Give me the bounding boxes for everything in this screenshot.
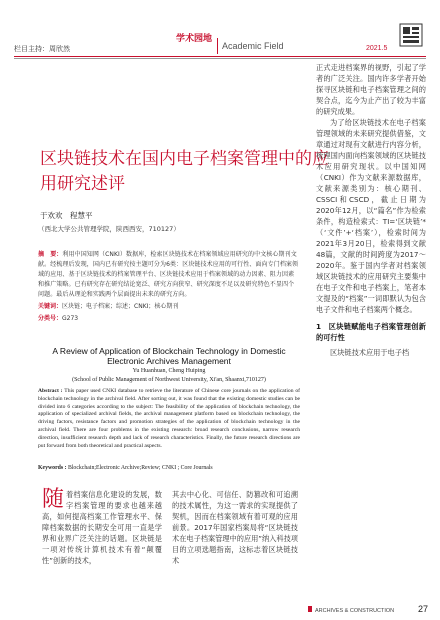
journal-logo-icon — [398, 22, 424, 48]
classification — [38, 314, 300, 324]
body-paragraph: 区块链技术应用于电子档 — [330, 348, 410, 357]
body-column-left — [42, 489, 162, 566]
body-column-middle — [172, 489, 298, 566]
body-paragraph: 正式走进档案界的视野，引起了学者的广泛关注。国内许多学者开始探寻区块链和电子档案管理之间的契合点，迄今为止产出了较为丰富的研究成果。 — [316, 63, 426, 116]
keywords-en — [38, 465, 300, 471]
header-rule — [14, 56, 426, 57]
journal-name: ARCHIVES & CONSTRUCTION — [315, 608, 395, 614]
body-text-left: 着档案信息化建设的发展，数字档案管理的要求也越来越高，如何提高档案工作管理水平、保障档案数据的长期安全可用一直是学界和业界广泛关注的话题。区块链是一项对传统计算机技术有着“颠覆性”创新的技术， — [42, 490, 162, 565]
section-brand: 学术园地 — [176, 34, 213, 44]
section-heading: 1 区块链赋能电子档案管理创新的可行性 — [316, 322, 426, 342]
article-affiliation: （西北大学公共管理学院，陕西西安，710127） — [38, 225, 180, 233]
classification-code: G273 — [62, 315, 79, 322]
keywords-cn-label: 关键词： — [38, 303, 63, 310]
section-field-en: Academic Field — [222, 41, 284, 51]
classification-label: 分类号： — [38, 315, 63, 322]
keywords-en-label: Keywords : — [38, 465, 67, 471]
column-editor: 栏目主持：周欣然 — [14, 45, 70, 53]
header-rule-thin — [14, 58, 426, 59]
abstract-en-label: Abstract : — [38, 388, 63, 394]
body-paragraph: 为了给区块链技术在电子档案管理领域的未来研究提供借鉴，文章通过对现有文献进行内容分析，梳理国内面向档案领域的区块链技术应用研究现状。以中国知网（CNKI）作为文献来源数据库，文献来源类别为：核心期刊、CSSCI和CSCD，截止日期为2020年12月，以“篇名”作为检索条件，构造检索式：TI=‘区块链’*（‘文件’+‘档案’），检索时间为2021年3月20日，检索得到文献48篇，文献的时间跨度为2017～2020年。鉴于国内学者对档案领域区块链技术的应用研究主要集中在电子文件和电子档案上，笔者本文提及的“档案”一词即默认为包含电子文件和电子档案两个概念。 — [316, 118, 426, 314]
abstract-cn-label: 摘 要： — [38, 251, 63, 258]
abstract-cn — [38, 250, 300, 300]
abstract-cn-text: 利用中国知网（CNKI）数据库，检索区块链技术在档案领域应用研究的中文核心期刊文献。经梳理后发现，国内已有研究按主题可分为6类：区块链技术应用的可行性、面向专门档案领域的应用、基于区块链技术的档案管理平台、区块链技术应用于档案领域的动力因素、阻力因素和推广策略。已有研究存在研究结论宽泛、研究方向狭窄、研究深度不足以及研究特色不显四个问题。最后从理论和实践两个层面提出未来的研究方向。 — [38, 251, 299, 298]
abstract-cn-block — [38, 250, 300, 324]
title-en: A Review of Application of Blockchain Technology in Domestic Electronic Archives Management — [52, 346, 286, 366]
article-title: 区块链技术在国内电子档案管理中的应用研究述评 — [40, 149, 329, 194]
page-number: 27 — [418, 604, 429, 614]
issue-date: 2021.5 — [366, 45, 388, 52]
article-authors: 于欢欢 程慧平 — [40, 211, 93, 220]
body-text-middle: 其去中心化、可信任、防篡改和可追溯的技术属性，为这一需求的实现提供了契机，因而在档案领域有着可观的应用前景。2017年国家档案局将“区块链技术在电子档案管理中的应用”纳入科技项目的立项选题指南，这标志着区块链技术 — [172, 490, 298, 565]
authors-en: Yu Huanhuan, Cheng Huiping — [132, 368, 206, 374]
keywords-cn-text: 区块链；电子档案；综述；CNKI；核心期刊 — [62, 303, 179, 310]
abstract-en — [38, 388, 300, 450]
keywords-en-text: Blockchain;Electronic Archive;Review; CNKI ; Core Journals — [67, 465, 213, 471]
drop-cap: 随 — [42, 487, 65, 512]
abstract-en-text: This paper used CNKI database to retrieve the literature of Chinese core journals on the application of blockchain technology in the archival field. After sorting out, it was found that the existing domestic studies can be divided into 6 categories according to the subject: The feasibility of the application of blockchain technology, the application of specialized archival fields, the archival management platform based on blockchain technology, the driving factors, resistance factors and promotion strategies of the application of blockchain technology in the archival field. There are four problems in the existing research: broad research conclusions, narrow research direction, insufficient research depth and lack of research characteristics. Finally, the future research directions are put forward from both theoretical and practical aspects. — [38, 388, 300, 449]
body-column-right — [316, 62, 426, 358]
footer-marker — [308, 606, 312, 612]
keywords-cn — [38, 302, 300, 312]
affiliation-en: (School of Public Management of Northwest University, Xi'an, Shaanxi,710127) — [72, 377, 266, 383]
